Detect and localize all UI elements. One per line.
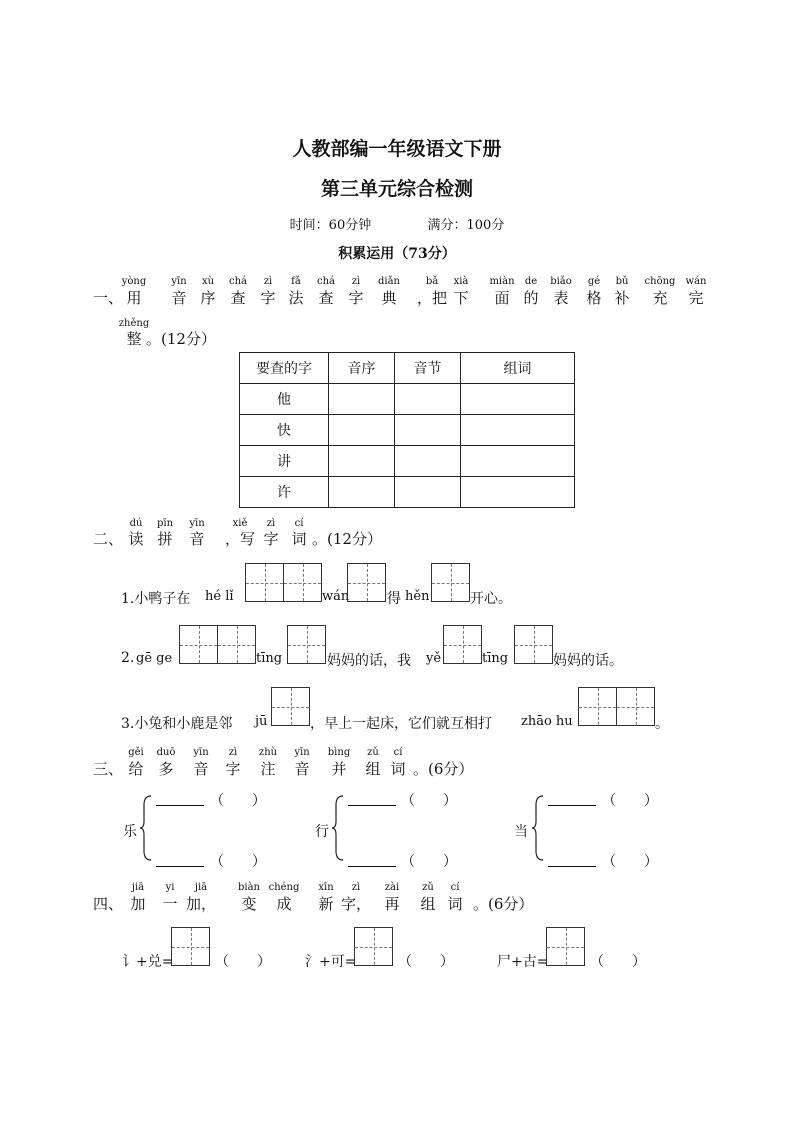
hanzi-char: 序 (200, 289, 216, 307)
hanzi-char: 词 (447, 895, 463, 913)
answer-cell[interactable] (461, 384, 575, 415)
pinyin-paren[interactable]: （ ） (210, 854, 266, 870)
pinyin-paren[interactable]: （ ） (401, 793, 457, 809)
char-grid[interactable] (287, 625, 326, 664)
pinyin-syllable: cí (294, 518, 304, 529)
score-label: 满分：100分 (427, 218, 505, 233)
pinyin-syllable: yīn (189, 518, 205, 529)
hanzi-char: 组 (365, 760, 381, 778)
pinyin-syllable: diǎn (377, 276, 401, 287)
time-label: 时间：60分钟 (289, 218, 372, 233)
pinyin-syllable: yīn (294, 747, 310, 758)
q2-item1-pinyin: hé lǐ (205, 589, 234, 604)
table-row (240, 384, 575, 415)
word-paren[interactable]: （ ） (215, 954, 271, 970)
pinyin-syllable: yi (165, 882, 175, 893)
q2-number: 二、 (93, 530, 124, 548)
table-row (240, 477, 575, 508)
pinyin-syllable: zhù (258, 747, 278, 758)
pinyin-syllable: chá (316, 276, 336, 287)
table-char: 快 (240, 415, 329, 446)
answer-blank[interactable] (348, 852, 396, 867)
polyphone-char: 乐 (123, 824, 137, 840)
pinyin-syllable: jiā (131, 882, 145, 893)
pinyin-paren[interactable]: （ ） (602, 793, 658, 809)
pinyin-paren[interactable]: （ ） (210, 793, 266, 809)
hanzi-char: 注 (260, 760, 276, 778)
hanzi-char: 字， (340, 895, 372, 913)
q1-number: 一、 (93, 289, 124, 307)
pinyin-syllable: miàn (489, 276, 515, 287)
hanzi-char: 音 (294, 760, 310, 778)
char-grid[interactable] (578, 687, 655, 726)
table-header: 组词 (461, 353, 575, 384)
hanzi-char: 查 (318, 289, 334, 307)
hanzi-char: 字 (263, 530, 279, 548)
char-grid[interactable] (347, 563, 386, 602)
brace-icon (139, 795, 153, 861)
pinyin-syllable: biàn (237, 882, 261, 893)
pinyin-syllable: zì (351, 882, 361, 893)
pinyin-syllable: xiě (232, 518, 248, 529)
hanzi-char: 表 (553, 289, 569, 307)
page-subtitle: 第三单元综合检测 (320, 178, 473, 200)
pinyin-syllable: yīn (171, 276, 187, 287)
q2-item1-pinyin: hěn (405, 589, 430, 604)
q2-item2-pinyin: tīng (256, 651, 283, 666)
hanzi-char: 完 (688, 289, 704, 307)
pinyin-syllable: yīn (193, 747, 209, 758)
q4-tail: 。(6分） (473, 895, 534, 913)
pinyin-syllable: duō (156, 747, 176, 758)
section-label: 积累运用（73分） (338, 246, 456, 262)
pinyin-syllable: chéng (268, 882, 300, 893)
pinyin-syllable: bǔ (615, 276, 629, 287)
hanzi-char: 再 (384, 895, 400, 913)
q2-item3-text: ，早上一起床，它们就互相打 (310, 716, 492, 732)
hanzi-char: 并 (331, 760, 347, 778)
hanzi-char: 典 (381, 289, 397, 307)
table-char: 他 (240, 384, 329, 415)
pinyin-syllable: xù (201, 276, 215, 287)
answer-cell[interactable] (395, 384, 461, 415)
hanzi-char: 查 (230, 289, 246, 307)
compose-expr: 尸+古= (497, 954, 549, 970)
pinyin-syllable: xià (453, 276, 469, 287)
table-row (240, 446, 575, 477)
hanzi-char: 格 (586, 289, 602, 307)
answer-cell[interactable] (461, 477, 575, 508)
hanzi-char: 一 (162, 895, 178, 913)
pinyin-syllable: gé (587, 276, 601, 287)
hanzi-char: 整 (126, 330, 142, 348)
word-paren[interactable]: （ ） (398, 954, 454, 970)
q2-item2-text: 妈妈的话。 (553, 653, 623, 669)
table-char: 讲 (240, 446, 329, 477)
answer-cell[interactable] (395, 415, 461, 446)
hanzi-char: 新 (318, 895, 334, 913)
q2-item3-text: 3.小兔和小鹿是邻 (121, 716, 233, 732)
answer-cell[interactable] (461, 446, 575, 477)
pinyin-syllable: wán (685, 276, 707, 287)
answer-blank[interactable] (348, 791, 396, 806)
compose-expr: 讠+兑= (122, 954, 174, 970)
exam-meta (0, 214, 794, 233)
q1-tail: 。(12分） (146, 330, 216, 348)
table-header: 要查的字 (240, 353, 329, 384)
pinyin-paren[interactable]: （ ） (401, 854, 457, 870)
hanzi-char: 成 (276, 895, 292, 913)
page-title: 人教部编一年级语文下册 (292, 138, 502, 160)
hanzi-char: ，写 (224, 530, 256, 548)
q2-item2-pinyin: gē ge (136, 651, 173, 666)
pinyin-paren[interactable]: （ ） (602, 854, 658, 870)
hanzi-char: 补 (614, 289, 630, 307)
hanzi-char: 音 (193, 760, 209, 778)
word-paren[interactable]: （ ） (590, 954, 646, 970)
pinyin-syllable: gěi (128, 747, 144, 758)
pinyin-syllable: biǎo (550, 276, 572, 287)
pinyin-syllable: jiā (194, 882, 208, 893)
lookup-table (239, 352, 575, 508)
pinyin-syllable: yòng (121, 276, 147, 287)
q2-item2-pinyin: yě (426, 651, 442, 666)
answer-blank[interactable] (548, 791, 596, 806)
char-grid[interactable] (271, 687, 310, 726)
pinyin-syllable: chōng (644, 276, 676, 287)
table-row (240, 415, 575, 446)
hanzi-char: 组 (420, 895, 436, 913)
pinyin-syllable: cí (450, 882, 460, 893)
q2-item1-text: 得 (387, 591, 401, 607)
polyphone-char: 当 (514, 824, 528, 840)
hanzi-char: 充 (652, 289, 668, 307)
char-grid[interactable] (171, 927, 210, 966)
pinyin-syllable: zhěng (118, 318, 150, 329)
q2-item3-text: 。 (655, 716, 669, 732)
hanzi-char: 字 (260, 289, 276, 307)
char-grid[interactable] (546, 927, 585, 966)
answer-blank[interactable] (548, 852, 596, 867)
q2-item1-text: 1.小鸭子在 (121, 591, 191, 607)
hanzi-char: ，把 (416, 289, 448, 307)
hanzi-char: 音 (171, 289, 187, 307)
char-grid[interactable] (514, 625, 553, 664)
table-char: 许 (240, 477, 329, 508)
hanzi-char: 用 (126, 289, 142, 307)
hanzi-char: 加， (185, 895, 217, 913)
hanzi-char: 词 (390, 760, 406, 778)
hanzi-char: 字 (225, 760, 241, 778)
pinyin-syllable: zǔ (422, 882, 434, 893)
char-grid[interactable] (245, 563, 322, 602)
hanzi-char: 变 (241, 895, 257, 913)
q2-item3-pinyin: zhāo hu (521, 714, 573, 729)
q2-item1-text: 开心。 (470, 591, 512, 607)
pinyin-syllable: zǔ (367, 747, 379, 758)
hanzi-char: 给 (128, 760, 144, 778)
char-grid[interactable] (431, 563, 470, 602)
hanzi-char: 面 (494, 289, 510, 307)
answer-cell[interactable] (395, 446, 461, 477)
answer-blank[interactable] (156, 791, 204, 806)
hanzi-char: 读 (128, 530, 144, 548)
pinyin-syllable: dú (129, 518, 143, 529)
pinyin-syllable: pīn (156, 518, 174, 529)
hanzi-char: 字 (348, 289, 364, 307)
hanzi-char: 词 (291, 530, 307, 548)
char-grid[interactable] (443, 625, 482, 664)
q2-item1-pinyin: wán (322, 589, 350, 604)
table-header: 音序 (329, 353, 395, 384)
pinyin-syllable: chá (228, 276, 248, 287)
q3-tail: 。(6分） (413, 760, 474, 778)
pinyin-syllable: cí (393, 747, 403, 758)
table-header: 音节 (395, 353, 461, 384)
pinyin-syllable: zì (266, 518, 276, 529)
pinyin-syllable: de (524, 276, 538, 287)
pinyin-syllable: bǎ (425, 276, 439, 287)
compose-expr: 氵+可= (305, 954, 357, 970)
answer-cell[interactable] (329, 446, 395, 477)
brace-icon (531, 795, 545, 861)
q3-number: 三、 (93, 760, 124, 778)
hanzi-char: 多 (158, 760, 174, 778)
pinyin-syllable: zì (263, 276, 273, 287)
hanzi-char: 下 (453, 289, 469, 307)
q2-item2-text: 妈妈的话，我 (327, 653, 411, 669)
polyphone-char: 行 (315, 824, 329, 840)
brace-icon (331, 795, 345, 861)
q2-item2-text: 2. (121, 650, 135, 666)
pinyin-syllable: zì (228, 747, 238, 758)
hanzi-char: 拼 (157, 530, 173, 548)
answer-cell[interactable] (329, 477, 395, 508)
answer-cell[interactable] (329, 415, 395, 446)
answer-cell[interactable] (329, 384, 395, 415)
hanzi-char: 音 (189, 530, 205, 548)
hanzi-char: 法 (288, 289, 304, 307)
q2-tail: 。(12分） (312, 530, 382, 548)
pinyin-syllable: xīn (318, 882, 334, 893)
answer-cell[interactable] (395, 477, 461, 508)
q2-item2-pinyin: tīng (482, 651, 509, 666)
char-grid[interactable] (179, 625, 256, 664)
table-header-row (240, 353, 575, 384)
pinyin-syllable: zài (384, 882, 400, 893)
answer-blank[interactable] (156, 852, 204, 867)
q4-number: 四、 (93, 895, 124, 913)
q2-item3-pinyin: jū (255, 714, 268, 729)
pinyin-syllable: bìng (327, 747, 351, 758)
pinyin-syllable: fǎ (291, 276, 301, 287)
hanzi-char: 加 (130, 895, 146, 913)
hanzi-char: 的 (523, 289, 539, 307)
char-grid[interactable] (354, 927, 393, 966)
pinyin-syllable: zì (351, 276, 361, 287)
answer-cell[interactable] (461, 415, 575, 446)
